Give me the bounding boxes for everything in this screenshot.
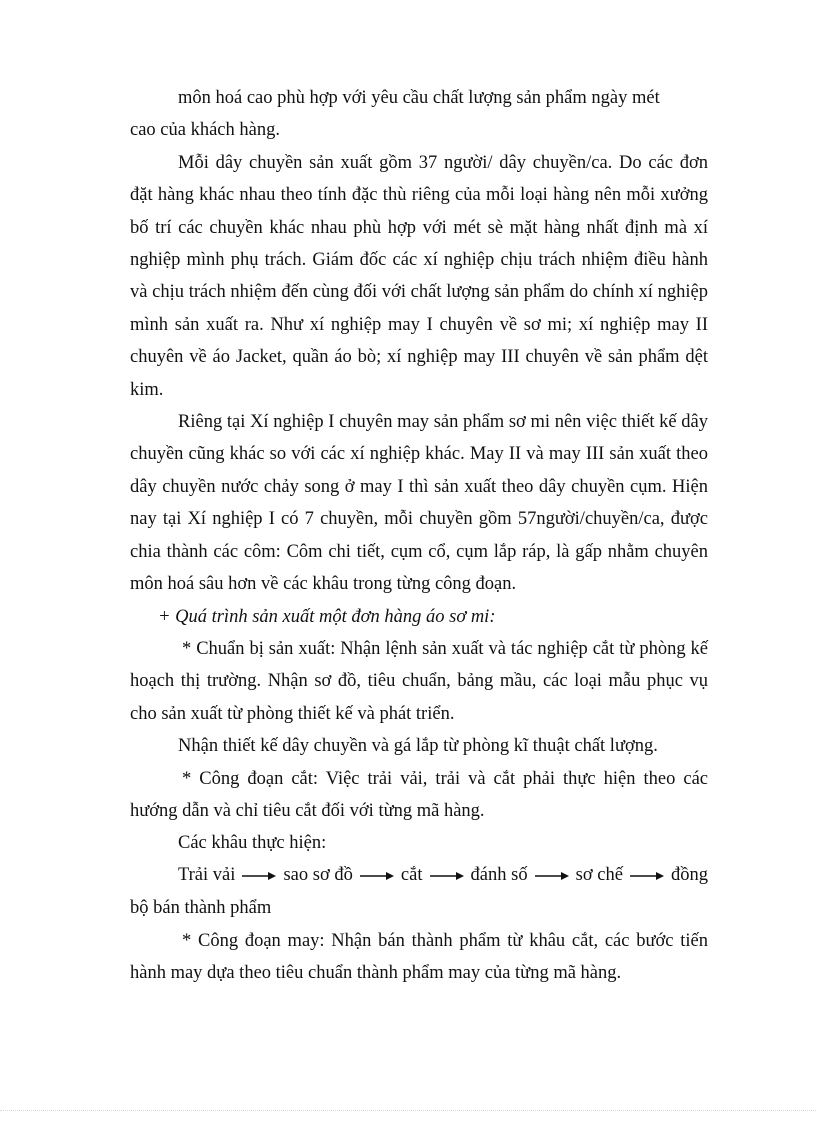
- paragraph-steps-heading: Các khâu thực hiện:: [178, 833, 327, 854]
- flow-step: cắt: [400, 865, 423, 886]
- paragraph-production-lines: Mỗi dây chuyền sản xuất gồm 37 người/ dây chuyền/ca. Do các đơn đặt hàng khác nhau theo tính đặc thù riêng của mỗi loại hàng nên mỗi xưởng bố trí các chuyền khác nhau phù hợp với mét sè mặt hàng nhất định mà xí nghiệp mình phụ trách. Giám đốc các xí nghiệp chịu trách nhiệm điều hành và chịu trách nhiệm đến cùng đối với chất lượng sản phẩm do chính xí nghiệp mình sản xuất ra. Như xí nghiệp may I chuyên về sơ mi; xí nghiệp may II chuyên về áo Jacket, quần áo bò; xí nghiệp may III chuyên về sản phẩm dệt kim.: [130, 152, 708, 400]
- flow-step: đồng: [671, 865, 708, 886]
- flow-step: sơ chế: [575, 865, 623, 886]
- paragraph-design-receipt: Nhận thiết kế dây chuyền và gá lắp từ phòng kĩ thuật chất lượng.: [178, 736, 658, 757]
- paragraph-preparation: * Chuẩn bị sản xuất: Nhận lệnh sản xuất và tác nghiệp cắt từ phòng kế hoạch thị trường. Nhận sơ đồ, tiêu chuẩn, bảng mầu, các loại mẫu phục vụ cho sản xuất từ phòng thiết kế và phát triển.: [130, 638, 708, 724]
- arrow-right-icon: [360, 870, 394, 882]
- arrow-right-icon: [535, 870, 569, 882]
- paragraph-sewing-stage: * Công đoạn may: Nhận bán thành phẩm từ khâu cắt, các bước tiến hành may dựa theo tiêu chuẩn thành phẩm may của từng mã hàng.: [130, 930, 708, 983]
- page-bottom-rule: [0, 1110, 816, 1111]
- arrow-right-icon: [430, 870, 464, 882]
- flow-step: đánh số: [470, 865, 528, 886]
- flow-tail: bộ bán thành phẩm: [130, 898, 272, 919]
- process-flow: [130, 860, 708, 892]
- paragraph-continuation-end: [130, 114, 708, 146]
- flow-step: Trải vải: [178, 865, 236, 886]
- paragraph-line: môn hoá cao phù hợp với yêu cầu chất lượng sản phẩm ngày mét: [178, 88, 660, 108]
- arrow-right-icon: [630, 870, 664, 882]
- paragraph-enterprise-one: Riêng tại Xí nghiệp I chuyên may sản phẩm sơ mi nên việc thiết kế dây chuyền cũng khác so với các xí nghiệp khác. May II và may III sản xuất theo dây chuyền nước chảy song ở may I thì sản xuất theo dây chuyền cụm. Hiện nay tại Xí nghiệp I có 7 chuyền, mỗi chuyền gồm 57người/chuyền/ca, được chia thành các côm: Côm chi tiết, cụm cổ, cụm lắp ráp, là gấp nhằm chuyên môn hoá sâu hơn về các khâu trong từng công đoạn.: [130, 412, 708, 595]
- paragraph-continuation: [130, 82, 708, 114]
- arrow-right-icon: [242, 870, 276, 882]
- document-body: [130, 82, 708, 989]
- paragraph-cutting-stage: * Công đoạn cắt: Việc trải vải, trải và cắt phải thực hiện theo các hướng dẫn và chỉ tiêu cắt đối với từng mã hàng.: [130, 768, 708, 821]
- process-heading: + Quá trình sản xuất một đơn hàng áo sơ mi:: [158, 606, 496, 627]
- paragraph-line: cao của khách hàng.: [130, 120, 280, 141]
- flow-step: sao sơ đồ: [283, 865, 353, 886]
